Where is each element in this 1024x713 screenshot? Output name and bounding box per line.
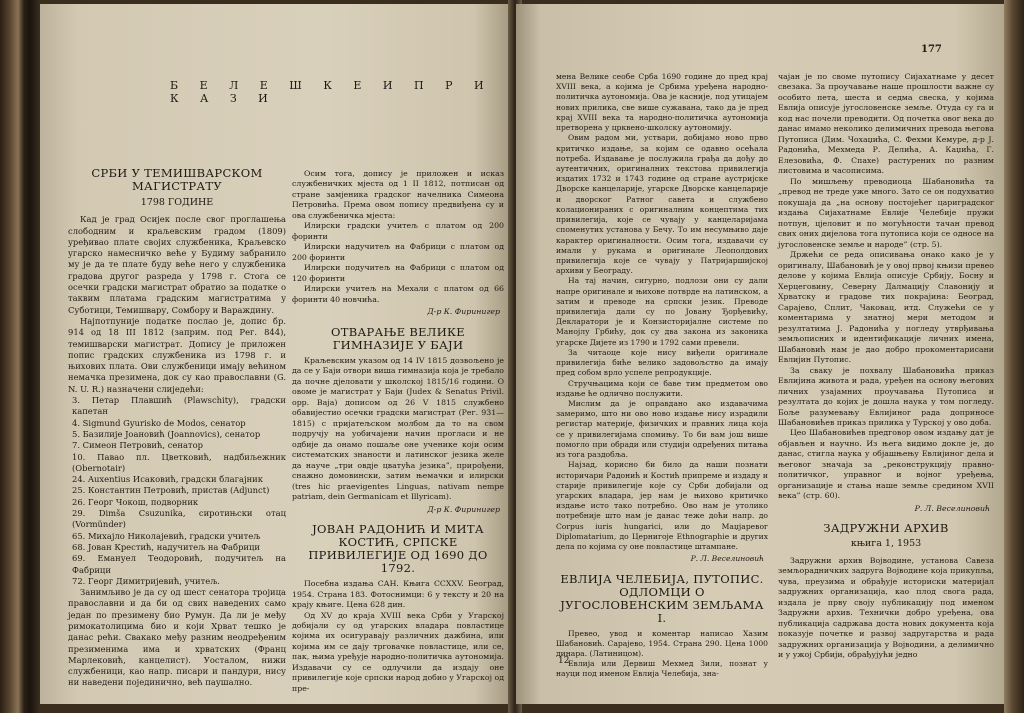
list-item: 10. Павао пл. Цветковић, надбиљежник (Obernotair) bbox=[72, 451, 286, 473]
list-item: 68. Јован Крестић, надучитељ на Фабрици bbox=[72, 541, 260, 552]
paragraph: Најпотпуније податке послао је, допис бр. 914 од 18 III 1812 (заприм. под Рег. 844), темишварски магистрат. Допису је приложен попис градских службеника из 1798 г. и њихових плата. Ови службеници имају већином немачка презимена, док су као православни (G. N. U. R.) назначени слиједећи: bbox=[68, 315, 286, 394]
article-title: СРБИ У ТЕМИШВАРСКОМ МАГИСТРАТУ bbox=[91, 166, 263, 193]
author-signature: Д-р К. Фиринигер bbox=[427, 307, 500, 317]
left-page bbox=[40, 4, 512, 704]
list-item: 25. Константин Петровић, пристав (Adjunct) bbox=[72, 485, 270, 496]
paragraph: Занимљиво је да су од шест сенатора тројица православни и да би од свих наведених само један по презимену био Румун. Да ли је међу римокатолицима био и који Хрват тешко је данас рећи. Свакако међу разним неодређеним презименима има и хрватских (Франц Марлековић, канцелист). Уосталом, нижи службеници, као напр. писари и пандури, нису ни наведени појединично, већ паушално. bbox=[68, 587, 286, 688]
paragraph: Илирски надучитељ на Фабрици с платом од 200 форинти bbox=[292, 242, 504, 262]
paragraph: Овим радом ми, уствари, добијамо ново прво критичко издање, за којим се одавно осећала потреба. Издавање је послужила грађа да дођу до аутентичних, оригиналних текстова привилегија издатих 1732 и 1743 године од стране аустријске Дворске канцеларије, угарске Дворске канцеларије и дворског Ратног савета и службено колационираних с оригиналним концептима тих привилегија, које се чувају у канцеларијама споменутих установа у Бечу. То им несумњиво даје карактер оригиналности. Осим тога, издавачи су имали у рукама и оригинале Леополдових привилегија које се чувају у Патријаршијској архиви у Београду. bbox=[556, 133, 768, 276]
list-item: 7. Симеон Петровић, сенатор bbox=[72, 440, 203, 451]
paragraph: Посебна издања САН. Књига CCXXV. Београд, 1954. Страна 183. Фотоснимци: 6 у тексту и 20 на крају књиге. Цена 628 дин. bbox=[292, 579, 504, 610]
paragraph: Стручњацима који се баве тим предметом ово издање ће одлично послужити. bbox=[556, 378, 768, 398]
page-number: 12 bbox=[558, 656, 570, 666]
paragraph: Кад је град Осијек после свог проглашења слободним и краљевским градом (1809) уређивао плате својих службеника, Краљевско угарско намесничко веће у Будиму забранило му је да те плате буду веће него у службеника градова другог разреда у 1798 г. Стога се осечки градски магистрат обратио за податке о таквим платама градским магистратима у Суботици, Темишвару, Сомбору и Вараждину. bbox=[68, 214, 286, 315]
author-signature: Д-р К. Фиринигер bbox=[427, 504, 500, 514]
paragraph: Илирски подучитељ на Фабрици с платом од 120 форинти bbox=[292, 263, 504, 283]
paragraph: Илирски градски учитељ с платом од 200 форинти bbox=[292, 221, 504, 241]
article-subtitle: књига 1, 1953 bbox=[850, 538, 922, 550]
paragraph: Краљевским указом од 14 IV 1815 дозвољено је да се у Баји отвори виша гимназија која је требало да почне дјеловати у школској 1815/16 години. О овоме је магистрат у Баји (Judex & Senatus Privil. opp. Baja) дописом од 26 V 1815 службено обавијестио осечки градски магистрат (Рег. 931—1815) с пријатељском молбом да то на свом подручју на уобичајени начин прогласи и не одбије да онамо пошаље оне ученике који осим систематских знаности и латинског језика желе да науче „три овдје цватућа језика”, прирођени, снажно домовински, затим њемачки и илирски (tres hic praevigentes Linguas, nativam nempe patriam, dein Germanicam et Illyricam). bbox=[292, 355, 504, 502]
left-column-2 bbox=[292, 169, 504, 694]
paragraph: чајан је по своме путопису Сијахатнаме у десет свезака. За проучавање наше прошлости важне су особито пета, шеста и седма свеска, у којима Евлија описује југословенске земље. Отуда су га и код нас почели преводити. Од почетка овог века до данас имамо неколико делимичних превода његова Путописа (Дим. Чохаџића, С. Фехми Кемуре, д-р Ј. Радонића, Мехмеда Р. Делића, А. Каџића, Г. Елезовића, Ф. Спахе) растурених по разним листовима и часописима. bbox=[778, 72, 994, 176]
paragraph: мена Велике сеобе Срба 1690 године до пред крај XVIII века, а којима је Србима уређена народно-политичка аутономија. Ова је касније, под утицајем нових прилика, све више сужавана, тако да је пред крај XVIII века та народно-политичка аутономија претворена у црквено-школску аутономију. bbox=[556, 72, 768, 133]
paragraph: Од XV до краја XVIII века Срби у Угарској добијали су од угарских владара повластице којима их осигуравају различних дажбина, или којима им се дају трговачке повластице, или се, пак, њима уређује народно-политичка аутономија. Издавачи су се одлучили да издају оне привилегије које српски народ добио у Угарској од пре- bbox=[292, 610, 504, 693]
list-item: 26. Георг Чокош, подворник bbox=[72, 496, 199, 507]
list-item: 72. Георг Димитријевић, учитељ. bbox=[72, 575, 220, 586]
list-item: 24. Auxentius Исаковић, градски благајник bbox=[72, 474, 263, 485]
page-number: 177 bbox=[921, 44, 942, 55]
list-item: 4. Sigmund Gyurisko de Modos, сенатор bbox=[72, 417, 246, 428]
paragraph: На тај начин, сигурно, подлози они су дали напре оригинале и њихове потврде на латинском, а затим и преводе на српски језик. Преводе привилегија дали су по Јовану Ђорђевићу, Декларатори је и Конзисторијалне системе по Манојлу Грбићу, док су два закона из законика угарске Дијете из 1790 и 1792 сами превели. bbox=[556, 276, 768, 347]
paragraph: По мишљењу преводиоца Шабановића та „превод не треде уже много. Зато се он подухватио покушаја да „на основу постојећег цариградског издања Сијахатнаме Евлије Челебије пружи потпун, цјеловит и по могућности тачан превод свих оних дијелова тога путописа који се односе на југословенске земље и народе” (стр. 5). bbox=[778, 176, 994, 249]
right-column-1 bbox=[556, 72, 768, 680]
paragraph: Најзад, корисно би било да наши познати историчари Радонић и Костић припреме и издаду и старије привилегије које су Срби добијали од угарских владара, јер нам је њихово критичко издање исто тако потребно. Ово нам је утолико потребније што нам је данас теже доћи напр. до Corpus iuris hungarici, или до Маџјаревог Diplomatarium, до Цернигоје Ethnographie и других дела по којима су оне повластице штампане. bbox=[556, 460, 768, 552]
article-subtitle: 1798 ГОДИНЕ bbox=[140, 197, 214, 208]
list-item: 29. Dimša Csuzunika, сиротињски отац (Vormünder) bbox=[72, 508, 286, 530]
right-column-2 bbox=[778, 72, 994, 661]
paragraph: Евлија или Дервиш Мехмед Зили, познат у науци под именом Евлија Челебија, зна- bbox=[556, 659, 768, 679]
paragraph: Илирски учитељ на Мехали с платом од 66 форинти 40 новчића. bbox=[292, 284, 504, 304]
section-heading: Б Е Л Е Ш К Е И П Р И К А З И bbox=[170, 79, 493, 105]
article-title: ЈОВАН РАДОНИЋ И МИТА КОСТИЋ, СРПСКЕ ПРИВИЛЕГИЈЕ ОД 1690 ДО 1792. bbox=[308, 522, 488, 576]
list-item: 65. Михајло Николајевић, градски учитељ bbox=[72, 530, 261, 541]
paragraph: Држећи се реда описивања онако како је у оригиналу, Шабановић је у овој првој књизи превео делове у којима Евлија описује Србију, Босну и Херцеговину, Северну Далмацију Славонију и Хрватску и градове тих покрајина: Београд, Сарајево, Сплит, Чаковац, итд. Служећи се у коментарима у знатној мери методом и резултатима Ј. Радонића у погледу утврђивања земљописних и идентификације личних имена, Шабановић нам је дао добро прокоментарисани Евлијин Путопис. bbox=[778, 250, 994, 365]
article-title: ОТВАРАЊЕ ВЕЛИКЕ ГИМНАЗИЈЕ У БАЈИ bbox=[331, 324, 465, 352]
list-item: 3. Петар Плавшић (Plawschity), градски капетан bbox=[72, 395, 286, 417]
paragraph: Превео, увод и коментар написао Хазим Шабановић. Сарајево, 1954. Страна 290. Цена 1000 динара. (Латиницом). bbox=[556, 628, 768, 658]
page-edges bbox=[1004, 0, 1024, 713]
author-signature: Р. Л. Веселиновић bbox=[690, 554, 764, 564]
paragraph: Мислим да је оправдано ако издавачима замеримо, што ни ово ново издање нису израдили регистар материје, физичких и правних лица која се у привилегијама спомињу. То би вам још више помогло при обради или студији одређених питања из тога раздобља. bbox=[556, 399, 768, 460]
paragraph: За сваку је похвалу Шабановића приказ Евлијина живота и рада, уређен на основу његових личних узајамних проучавања Путописа и резултата до којих је дошла наука у том погледу. Боље разумевању Евлијиног рада доприносе Шабановићев приказ прилика у Турској у ово доба. bbox=[778, 365, 994, 427]
left-column-1 bbox=[68, 159, 286, 689]
list-item: 69. Емануел Теодоровић, подучитељ на Фабрици bbox=[72, 553, 286, 575]
paragraph: Цео Шабановићев предговор овом издању дат је објављен и научно. Из њега видимо докле је, до данас, стигла наука у објашњењу Евлијиног дела и његовог значаја за „реконструкцију правно-политичког, управног и војног уређења, организације и стања наше земље средином XVII века” (стр. 60). bbox=[778, 428, 994, 501]
article-title: ЕВЛИЈА ЧЕЛЕБИЈА, ПУТОПИС. ОДЛОМЦИ О ЈУГОСЛОВЕНСКИМ ЗЕМЉАМА I. bbox=[560, 571, 764, 625]
article-title: ЗАДРУЖНИ АРХИВ bbox=[823, 521, 949, 536]
author-signature: Р. Л. Веселиновић bbox=[914, 503, 990, 513]
list-item: 5. Базилије Јоановић (Joannovics), сенатор bbox=[72, 428, 261, 439]
paragraph: Задружни архив Војводине, установа Савеза земљорадничких задруга Војводине која прикупља, чува, преузима и обрађује историски материјал задружних организација, као плод свога рада, издала је прву своју публикацију под именом Задружни архив. Технички добро уређена, ова публикација садржава доста нових документа која показује почетке и развој задругарства и рада задружних организација у Војводини, а делимично и у ужој Србији, обрађујући једно bbox=[778, 555, 994, 660]
paragraph: За читаоце које нису виђели оригинале привилегија биће велико задовољство да имају пред собом врло успеле репродукције. bbox=[556, 347, 768, 378]
right-page bbox=[516, 4, 1004, 704]
paragraph: Осим тога, допису је приложен и исказ службеничких мјеста од 1 II 1812, потписан од стране замјеника градског начелника Симеона Петровића. Према овом попису предвиђена су и ова службеничка мјеста: bbox=[292, 169, 504, 220]
